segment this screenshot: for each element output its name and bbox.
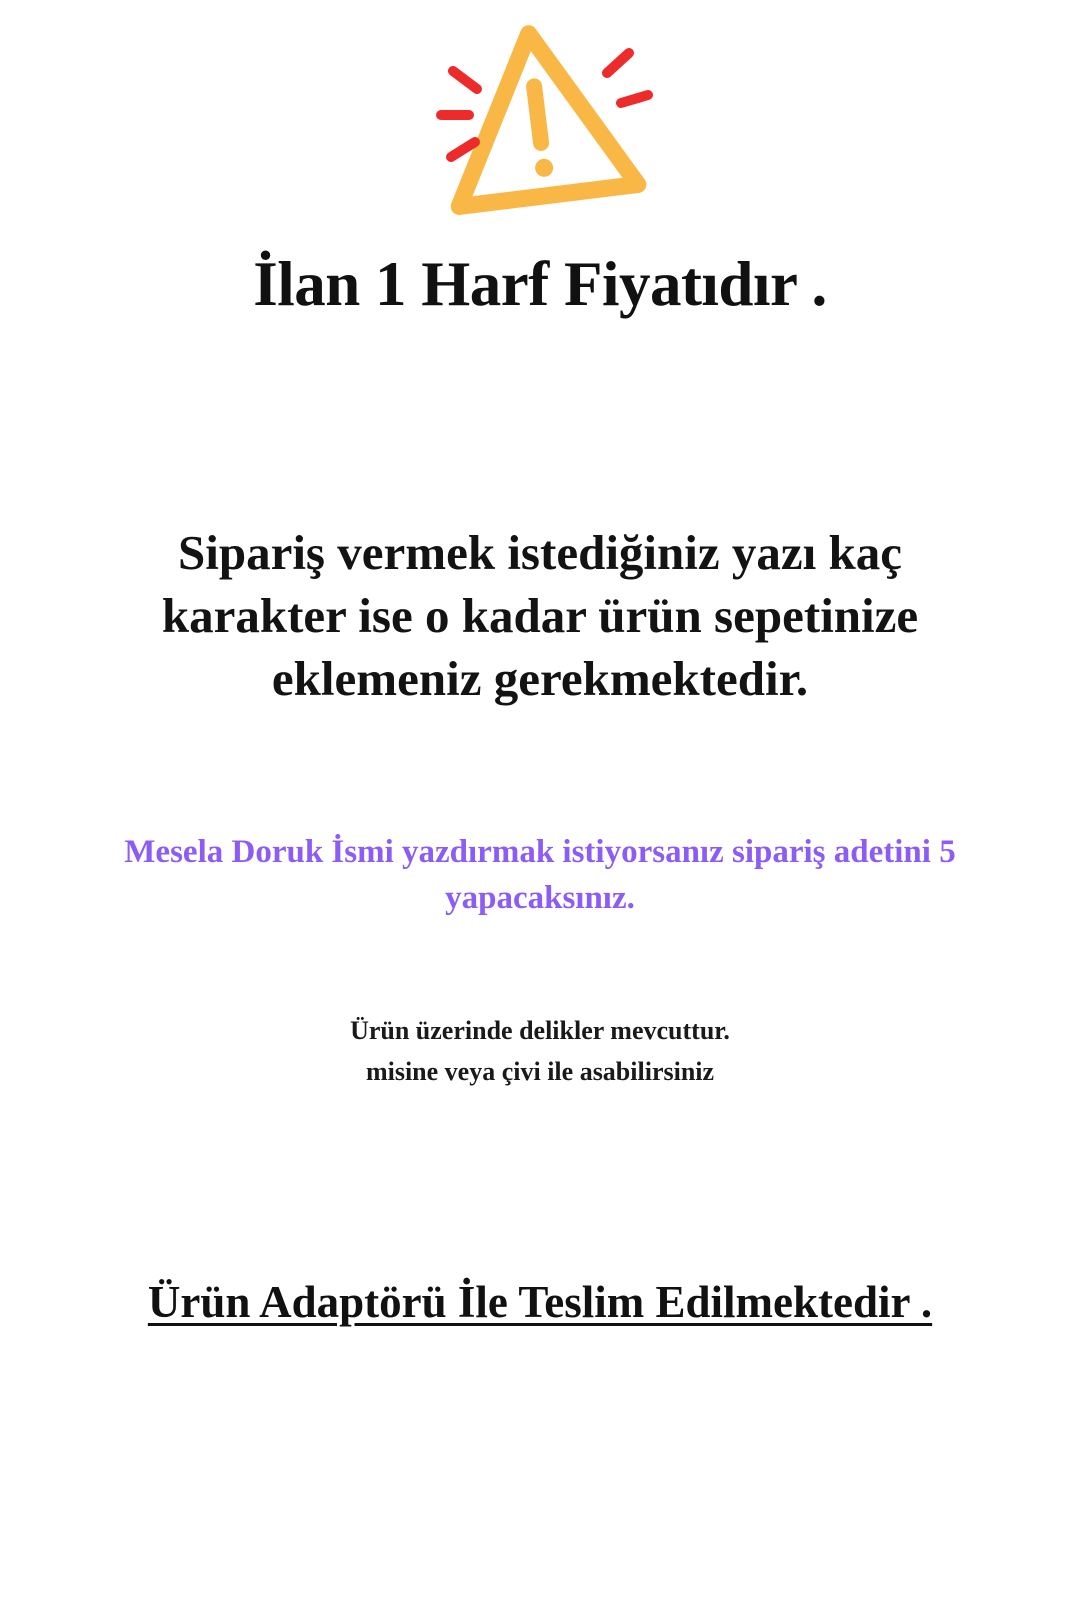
page-title: İlan 1 Harf Fiyatıdır . xyxy=(253,249,827,319)
example-note-text: Mesela Doruk İsmi yazdırmak istiyorsanız sipariş adetini 5 yapacaksınız. xyxy=(124,834,956,916)
main-instruction-text: Sipariş vermek istediğiniz yazı kaç karakter ise o kadar ürün sepetinize eklemeniz gerekmektedir. xyxy=(161,525,919,706)
detail-line-2: misine veya çivi ile asabilirsiniz xyxy=(365,1056,715,1086)
delivery-note-text: Ürün Adaptörü İle Teslim Edilmektedir . xyxy=(147,1276,933,1327)
detail-line-1: Ürün üzerinde delikler mevcuttur. xyxy=(350,1016,730,1046)
product-details xyxy=(110,1011,970,1092)
warning-exclamation-triangle-icon xyxy=(410,8,670,233)
